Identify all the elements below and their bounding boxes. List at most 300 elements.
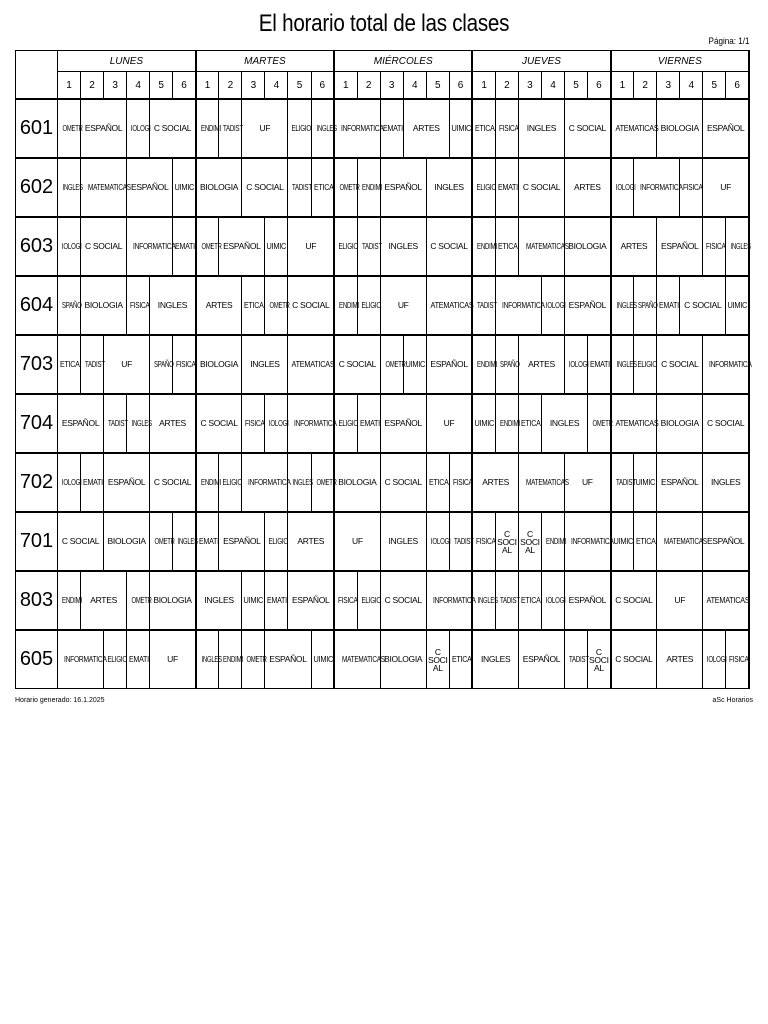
corner-cell bbox=[16, 51, 58, 100]
lesson-subject: ESPAÑOL bbox=[84, 123, 123, 133]
lesson-subject: ESPAÑOL bbox=[568, 595, 607, 605]
lesson-subject: ARTES bbox=[528, 359, 555, 369]
lesson-subject: FISICA bbox=[729, 654, 749, 664]
lesson-cell bbox=[426, 276, 472, 335]
lesson-subject: ELIGIO bbox=[476, 182, 497, 192]
period-header: 4 bbox=[541, 72, 564, 100]
lesson-subject: ETICA bbox=[636, 536, 656, 546]
lesson-subject: IOLOGI bbox=[545, 595, 566, 605]
lesson-subject: BIOLOGIA bbox=[199, 182, 239, 192]
lesson-cell bbox=[726, 276, 749, 335]
lesson-subject: UIMIC bbox=[266, 241, 287, 251]
lesson-cell bbox=[265, 217, 288, 276]
lesson-cell bbox=[242, 99, 288, 158]
lesson-cell bbox=[173, 217, 196, 276]
lesson-cell bbox=[565, 276, 611, 335]
lesson-subject: ENDIMI bbox=[477, 241, 498, 251]
lesson-cell bbox=[611, 571, 657, 630]
lesson-cell bbox=[495, 99, 518, 158]
lesson-cell bbox=[495, 158, 518, 217]
lesson-cell bbox=[334, 99, 384, 158]
lesson-subject: OMETR bbox=[201, 241, 222, 251]
lesson-subject: BIOLOGIA bbox=[199, 359, 239, 369]
lesson-cell bbox=[242, 630, 268, 689]
lesson-subject: ESPAÑOL bbox=[706, 536, 745, 546]
generated-date: Horario generado: 16.1.2025 bbox=[15, 697, 105, 704]
period-header: 2 bbox=[495, 72, 518, 100]
lesson-cell bbox=[150, 630, 196, 689]
lesson-cell bbox=[334, 571, 357, 630]
class-row bbox=[16, 571, 750, 630]
periods-header-row bbox=[16, 72, 750, 100]
lesson-subject: ESPAÑOL bbox=[661, 477, 699, 487]
lesson-cell bbox=[219, 99, 242, 158]
days-header-row bbox=[16, 51, 750, 72]
lesson-cell bbox=[380, 512, 426, 571]
period-header: 1 bbox=[472, 72, 495, 100]
class-label: 701 bbox=[16, 512, 58, 571]
class-row bbox=[16, 158, 750, 217]
lesson-subject: FISICA bbox=[706, 241, 726, 251]
lesson-subject: UF bbox=[720, 182, 732, 192]
lesson-cell bbox=[242, 158, 288, 217]
lesson-cell bbox=[495, 512, 518, 571]
lesson-cell bbox=[403, 99, 449, 158]
page-title: El horario total de las clases bbox=[258, 10, 510, 37]
lesson-cell bbox=[81, 217, 127, 276]
lesson-subject: SPAÑO bbox=[638, 300, 658, 310]
lesson-cell bbox=[518, 158, 564, 217]
lesson-subject: C SOCIAL bbox=[153, 477, 192, 487]
lesson-cell bbox=[265, 630, 311, 689]
lesson-cell bbox=[495, 335, 518, 394]
lesson-cell bbox=[495, 217, 518, 276]
lesson-cell bbox=[150, 453, 196, 512]
lesson-subject: INGLES bbox=[131, 418, 152, 428]
lesson-cell bbox=[196, 99, 219, 158]
lesson-cell bbox=[58, 453, 81, 512]
lesson-subject: ENDIMI bbox=[339, 300, 360, 310]
lesson-cell bbox=[634, 453, 657, 512]
lesson-cell bbox=[703, 158, 749, 217]
lesson-subject: INGLES bbox=[388, 536, 418, 546]
lesson-cell bbox=[242, 394, 265, 453]
lesson-cell bbox=[242, 453, 292, 512]
period-header: 3 bbox=[657, 72, 680, 100]
lesson-cell bbox=[334, 453, 380, 512]
lesson-subject: INFORMATICA bbox=[570, 536, 614, 546]
lesson-cell bbox=[104, 630, 127, 689]
period-header: 2 bbox=[219, 72, 242, 100]
lesson-cell bbox=[611, 630, 657, 689]
lesson-subject: ENDIMI bbox=[499, 418, 520, 428]
class-label: 603 bbox=[16, 217, 58, 276]
lesson-subject: C SOCIAL bbox=[384, 477, 422, 487]
lesson-cell bbox=[58, 217, 81, 276]
lesson-subject: EMATI bbox=[198, 536, 219, 546]
period-header: 4 bbox=[680, 72, 703, 100]
period-header: 5 bbox=[565, 72, 588, 100]
lesson-cell bbox=[380, 99, 403, 158]
lesson-subject: EMATI bbox=[83, 477, 103, 487]
lesson-cell bbox=[288, 512, 334, 571]
period-header: 5 bbox=[426, 72, 449, 100]
lesson-cell bbox=[288, 335, 334, 394]
lesson-subject: C SOCIAL bbox=[589, 646, 609, 673]
lesson-cell bbox=[611, 217, 657, 276]
lesson-cell bbox=[565, 630, 588, 689]
lesson-subject: UIMIC bbox=[312, 654, 333, 664]
lesson-cell bbox=[565, 335, 588, 394]
lesson-cell bbox=[449, 99, 472, 158]
lesson-subject: ESPAÑOL bbox=[269, 654, 307, 664]
lesson-subject: ARTES bbox=[297, 536, 325, 546]
lesson-cell bbox=[565, 512, 614, 571]
lesson-subject: ATEMATICAS bbox=[430, 300, 474, 310]
lesson-subject: C SOCIAL bbox=[661, 359, 699, 369]
lesson-cell bbox=[127, 99, 150, 158]
period-header: 6 bbox=[588, 72, 611, 100]
lesson-subject: TADIST bbox=[499, 595, 520, 605]
class-row bbox=[16, 99, 750, 158]
lesson-subject: BIOLOGIA bbox=[660, 123, 699, 133]
lesson-subject: INGLES bbox=[477, 595, 499, 605]
lesson-subject: ELIGIO bbox=[107, 654, 128, 664]
lesson-cell bbox=[334, 276, 360, 335]
lesson-subject: TADIST bbox=[569, 654, 589, 664]
class-row bbox=[16, 276, 750, 335]
period-header: 6 bbox=[449, 72, 472, 100]
class-row bbox=[16, 335, 750, 394]
lesson-subject: C SOCIAL bbox=[153, 123, 192, 133]
lesson-subject: TADIST bbox=[615, 477, 636, 487]
lesson-cell bbox=[703, 394, 749, 453]
lesson-cell bbox=[588, 394, 611, 453]
lesson-subject: C SOCIAL bbox=[615, 595, 653, 605]
lesson-subject: ARTES bbox=[573, 182, 601, 192]
lesson-subject: ESPAÑOL bbox=[384, 418, 422, 428]
lesson-subject: TADIST bbox=[292, 182, 313, 192]
lesson-cell bbox=[703, 99, 749, 158]
lesson-subject: EMATI bbox=[382, 123, 403, 133]
lesson-cell bbox=[288, 453, 314, 512]
lesson-subject: ARTES bbox=[205, 300, 233, 310]
lesson-subject: ELIGIO bbox=[222, 477, 243, 487]
lesson-cell bbox=[242, 276, 265, 335]
lesson-cell bbox=[472, 335, 498, 394]
lesson-cell bbox=[242, 571, 265, 630]
lesson-cell bbox=[726, 630, 749, 689]
lesson-subject: BIOLOGIA bbox=[338, 477, 377, 487]
lesson-subject: FISICA bbox=[176, 359, 196, 369]
lesson-cell bbox=[127, 394, 150, 453]
lesson-subject: ENDIMI bbox=[477, 359, 498, 369]
lesson-subject: ELIGIO bbox=[291, 123, 312, 133]
lesson-subject: OMETR bbox=[316, 477, 337, 487]
lesson-subject: ETICA bbox=[497, 241, 518, 251]
lesson-subject: ATEMATICAS bbox=[615, 123, 659, 133]
lesson-cell bbox=[518, 571, 541, 630]
lesson-cell bbox=[334, 394, 357, 453]
lesson-subject: ELIGIO bbox=[637, 359, 658, 369]
lesson-subject: ATEMATICAS bbox=[291, 359, 336, 369]
day-header: VIERNES bbox=[611, 51, 749, 72]
lesson-subject: FISICA bbox=[498, 123, 519, 133]
lesson-cell bbox=[150, 394, 196, 453]
lesson-subject: SPAÑO bbox=[61, 300, 82, 310]
class-row bbox=[16, 512, 750, 571]
lesson-cell bbox=[150, 276, 196, 335]
lesson-cell bbox=[426, 217, 472, 276]
lesson-cell bbox=[334, 335, 380, 394]
lesson-cell bbox=[703, 217, 726, 276]
period-header: 2 bbox=[357, 72, 380, 100]
lesson-cell bbox=[380, 276, 426, 335]
lesson-subject: TADIST bbox=[85, 359, 105, 369]
lesson-cell bbox=[58, 394, 104, 453]
lesson-cell bbox=[196, 335, 242, 394]
lesson-subject: BIOLOGIA bbox=[84, 300, 123, 310]
lesson-subject: ESPAÑOL bbox=[430, 359, 468, 369]
class-label: 704 bbox=[16, 394, 58, 453]
lesson-cell bbox=[81, 453, 104, 512]
lesson-subject: UF bbox=[121, 359, 132, 369]
lesson-cell bbox=[380, 571, 426, 630]
lesson-subject: IOLOGI bbox=[545, 300, 566, 310]
lesson-subject: MATEMATICAS bbox=[525, 477, 569, 487]
lesson-subject: EMATI bbox=[497, 182, 518, 192]
lesson-subject: ARTES bbox=[666, 654, 694, 664]
lesson-cell bbox=[334, 630, 385, 689]
lesson-cell bbox=[81, 571, 127, 630]
lesson-subject: BIOLOGIA bbox=[660, 418, 699, 428]
lesson-subject: IOLOGI bbox=[430, 536, 451, 546]
lesson-subject: EMATI bbox=[267, 595, 288, 605]
period-header: 2 bbox=[81, 72, 104, 100]
lesson-cell bbox=[357, 571, 380, 630]
lesson-subject: OMETR bbox=[339, 182, 360, 192]
period-header: 3 bbox=[104, 72, 127, 100]
lesson-subject: C SOCIAL bbox=[615, 654, 653, 664]
lesson-subject: OMETR bbox=[385, 359, 406, 369]
lesson-subject: INGLES bbox=[250, 359, 280, 369]
lesson-subject: ELIGIO bbox=[338, 418, 359, 428]
lesson-subject: ARTES bbox=[482, 477, 509, 487]
lesson-cell bbox=[495, 571, 518, 630]
lesson-subject: C SOCIAL bbox=[707, 418, 745, 428]
lesson-cell bbox=[495, 394, 518, 453]
day-header: JUEVES bbox=[472, 51, 610, 72]
lesson-cell bbox=[150, 512, 173, 571]
lesson-subject: INFORMATICA bbox=[432, 595, 476, 605]
lesson-subject: INGLES bbox=[616, 300, 637, 310]
lesson-subject: UF bbox=[581, 477, 593, 487]
lesson-subject: INGLES bbox=[293, 477, 314, 487]
lesson-cell bbox=[357, 217, 380, 276]
lesson-subject: ENDIMI bbox=[361, 182, 382, 192]
lesson-cell bbox=[288, 571, 334, 630]
lesson-cell bbox=[703, 512, 749, 571]
lesson-subject: ELIGIO bbox=[338, 241, 359, 251]
lesson-subject: C SOCIAL bbox=[520, 528, 540, 555]
lesson-cell bbox=[104, 394, 127, 453]
lesson-cell bbox=[380, 158, 426, 217]
lesson-cell bbox=[518, 99, 564, 158]
lesson-cell bbox=[196, 217, 222, 276]
lesson-cell bbox=[104, 335, 150, 394]
lesson-cell bbox=[311, 453, 337, 512]
lesson-subject: OMETR bbox=[62, 123, 83, 133]
lesson-cell bbox=[703, 335, 752, 394]
period-header: 5 bbox=[150, 72, 173, 100]
lesson-cell bbox=[472, 158, 495, 217]
lesson-subject: ETICA bbox=[59, 359, 80, 369]
lesson-subject: ETICA bbox=[451, 654, 472, 664]
lesson-subject: INGLES bbox=[62, 182, 83, 192]
lesson-cell bbox=[81, 99, 127, 158]
lesson-subject: TADIST bbox=[477, 300, 498, 310]
lesson-subject: SPAÑO bbox=[499, 359, 520, 369]
lesson-cell bbox=[380, 335, 406, 394]
lesson-subject: ESPAÑOL bbox=[130, 182, 169, 192]
class-row bbox=[16, 453, 750, 512]
lesson-cell bbox=[219, 630, 242, 689]
lesson-subject: ESPAÑOL bbox=[61, 418, 100, 428]
lesson-cell bbox=[611, 276, 637, 335]
period-header: 1 bbox=[196, 72, 219, 100]
lesson-subject: ENDIMI bbox=[200, 123, 221, 133]
lesson-cell bbox=[565, 453, 611, 512]
lesson-cell bbox=[81, 335, 104, 394]
lesson-subject: C SOCIAL bbox=[292, 300, 330, 310]
lesson-subject: ENDIMI bbox=[200, 477, 221, 487]
lesson-cell bbox=[472, 630, 518, 689]
lesson-cell bbox=[426, 394, 472, 453]
lesson-subject: UIMIC bbox=[243, 595, 264, 605]
lesson-cell bbox=[265, 571, 288, 630]
lesson-cell bbox=[426, 512, 449, 571]
period-header: 1 bbox=[58, 72, 81, 100]
lesson-cell bbox=[657, 276, 680, 335]
lesson-subject: IOLOGI bbox=[568, 359, 589, 369]
period-header: 6 bbox=[173, 72, 196, 100]
class-label: 601 bbox=[16, 99, 58, 158]
lesson-subject: C SOCIAL bbox=[430, 241, 468, 251]
lesson-cell bbox=[334, 158, 360, 217]
lesson-cell bbox=[403, 335, 426, 394]
period-header: 4 bbox=[127, 72, 150, 100]
period-header: 4 bbox=[265, 72, 288, 100]
lesson-cell bbox=[634, 335, 657, 394]
lesson-cell bbox=[81, 158, 131, 217]
lesson-cell bbox=[219, 512, 265, 571]
lesson-cell bbox=[588, 335, 611, 394]
lesson-cell bbox=[334, 512, 380, 571]
lesson-subject: EMATI bbox=[590, 359, 610, 369]
lesson-cell bbox=[311, 99, 337, 158]
lesson-cell bbox=[196, 453, 219, 512]
lesson-subject: C SOCIAL bbox=[427, 646, 448, 673]
lesson-cell bbox=[58, 335, 81, 394]
lesson-cell bbox=[426, 571, 476, 630]
lesson-subject: UIMIC bbox=[451, 123, 471, 133]
lesson-subject: ARTES bbox=[90, 595, 117, 605]
lesson-cell bbox=[703, 453, 749, 512]
lesson-subject: INFORMATICA bbox=[248, 477, 292, 487]
lesson-subject: INGLES bbox=[710, 477, 741, 487]
lesson-subject: INGLES bbox=[730, 241, 752, 251]
lesson-subject: IOLOGI bbox=[707, 654, 727, 664]
period-header: 1 bbox=[334, 72, 357, 100]
lesson-subject: ETICA bbox=[428, 477, 449, 487]
lesson-cell bbox=[265, 394, 288, 453]
lesson-subject: ARTES bbox=[412, 123, 440, 133]
lesson-cell bbox=[703, 630, 726, 689]
lesson-subject: IOLOGI bbox=[61, 477, 82, 487]
lesson-cell bbox=[288, 276, 334, 335]
lesson-cell bbox=[288, 158, 311, 217]
day-header: MARTES bbox=[196, 51, 334, 72]
lesson-subject: INFORMATICA bbox=[709, 359, 752, 369]
lesson-cell bbox=[472, 512, 495, 571]
lesson-subject: UIMIC bbox=[613, 536, 633, 546]
lesson-cell bbox=[565, 217, 611, 276]
lesson-cell bbox=[104, 453, 150, 512]
lesson-cell bbox=[426, 335, 472, 394]
lesson-cell bbox=[380, 630, 426, 689]
lesson-cell bbox=[196, 571, 242, 630]
lesson-subject: ESPAÑOL bbox=[107, 477, 146, 487]
lesson-subject: BIOLOGIA bbox=[384, 654, 423, 664]
lesson-cell bbox=[426, 158, 472, 217]
lesson-subject: ELIGIO bbox=[268, 536, 289, 546]
lesson-cell bbox=[680, 276, 726, 335]
lesson-cell bbox=[634, 158, 683, 217]
period-header: 3 bbox=[518, 72, 541, 100]
lesson-cell bbox=[495, 276, 545, 335]
lesson-subject: MATEMATICAS bbox=[88, 182, 131, 192]
lesson-subject: UIMIC bbox=[405, 359, 425, 369]
lesson-cell bbox=[104, 512, 150, 571]
lesson-subject: UF bbox=[167, 654, 178, 664]
lesson-subject: C SOCIAL bbox=[568, 123, 606, 133]
lesson-subject: OMETR bbox=[246, 654, 268, 664]
page-number: Página: 1/1 bbox=[709, 36, 750, 46]
period-header: 6 bbox=[311, 72, 334, 100]
class-row bbox=[16, 630, 750, 689]
lesson-cell bbox=[127, 217, 176, 276]
lesson-subject: C SOCIAL bbox=[61, 536, 100, 546]
lesson-cell bbox=[611, 394, 657, 453]
lesson-subject: INFORMATICA bbox=[501, 300, 545, 310]
lesson-cell bbox=[657, 335, 703, 394]
lesson-subject: INFORMATICA bbox=[294, 418, 338, 428]
lesson-cell bbox=[127, 276, 150, 335]
lesson-cell bbox=[449, 453, 472, 512]
lesson-cell bbox=[426, 630, 449, 689]
lesson-cell bbox=[127, 158, 173, 217]
lesson-cell bbox=[611, 99, 657, 158]
lesson-cell bbox=[196, 394, 242, 453]
lesson-cell bbox=[173, 512, 199, 571]
schedule-table bbox=[15, 50, 750, 689]
lesson-subject: TADIST bbox=[223, 123, 244, 133]
period-header: 5 bbox=[703, 72, 726, 100]
lesson-subject: EMATI bbox=[359, 418, 380, 428]
lesson-subject: UF bbox=[259, 123, 271, 133]
lesson-subject: ESPAÑOL bbox=[223, 241, 261, 251]
lesson-subject: IOLOGI bbox=[131, 123, 151, 133]
